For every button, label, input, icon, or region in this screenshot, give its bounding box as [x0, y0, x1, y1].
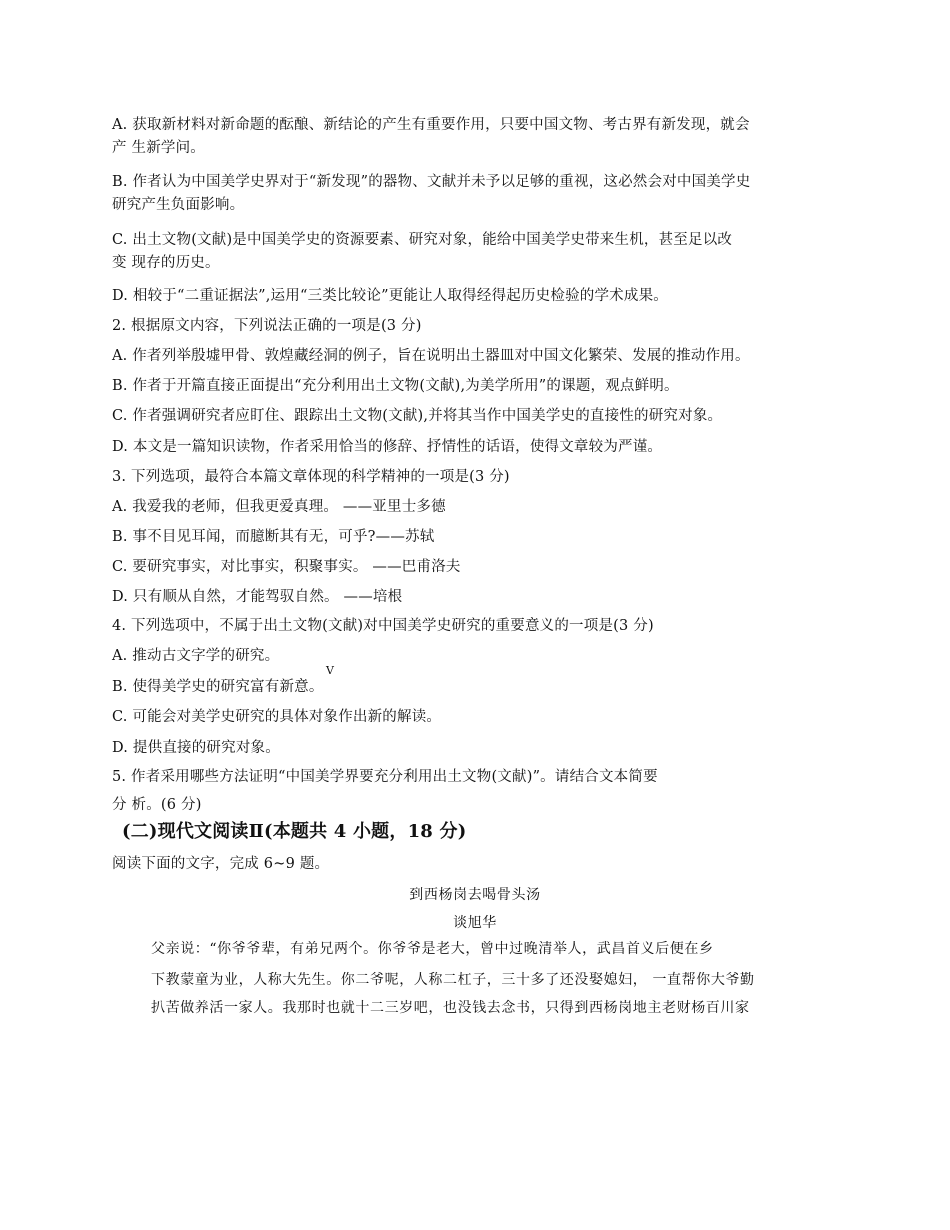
q3-option-d: D. 只有顺从自然，才能驾驭自然。 ——培根 — [112, 589, 403, 605]
q2-option-c: C. 作者强调研究者应盯住、跟踪出土文物(文献),并将其当作中国美学史的直接性的研究对象。 — [112, 408, 723, 424]
q3-option-b: B. 事不目见耳闻，而臆断其有无，可乎?——苏轼 — [112, 529, 435, 545]
q4-check-mark: V — [326, 664, 334, 677]
story-line-3: 扒苦做养活一家人。我那时也就十二三岁吧，也没钱去念书，只得到西杨岗地主老财杨百川家 — [151, 1000, 750, 1016]
q2-option-b: B. 作者于开篇直接正面提出“充分利用出土文物(文献),为美学所用”的课题，观点鲜明。 — [112, 378, 679, 394]
q2-stem: 2. 根据原文内容，下列说法正确的一项是(3 分) — [112, 318, 422, 334]
section-instruction: 阅读下面的文字，完成 6~9 题。 — [112, 856, 330, 872]
q1-option-c-line2: 变 现存的历史。 — [112, 255, 220, 271]
story-line-1: 父亲说：“你爷爷辈，有弟兄两个。你爷爷是老大，曾中过晚清举人，武昌首义后便在乡 — [151, 941, 714, 957]
story-title: 到西杨岗去喝骨头汤 — [409, 887, 541, 903]
section-heading: (二)现代文阅读Ⅱ(本题共 4 小题，18 分) — [122, 821, 467, 842]
q2-option-d: D. 本文是一篇知识读物，作者采用恰当的修辞、抒情性的话语，使得文章较为严谨。 — [112, 439, 663, 455]
q5-line1: 5. 作者采用哪些方法证明“中国美学界要充分利用出土文物(文献)”。请结合文本简要 — [112, 769, 658, 785]
q4-option-a: A. 推动古文字学的研究。 — [112, 648, 280, 664]
story-line-2: 下教蒙童为业，人称大先生。你二爷呢，人称二杠子，三十多了还没娶媳妇， 一直帮你大爷勤 — [151, 972, 755, 988]
q1-option-c-line1: C. 出土文物(文献)是中国美学史的资源要素、研究对象，能给中国美学史带来生机，甚至足以改 — [112, 232, 733, 248]
q4-option-d: D. 提供直接的研究对象。 — [112, 740, 280, 756]
story-author: 谈旭华 — [453, 915, 497, 931]
q1-option-b-line1: B. 作者认为中国美学史界对于“新发现”的器物、文献并未予以足够的重视，这必然会对中国美学史 — [112, 174, 751, 190]
q3-option-c: C. 要研究事实，对比事实，积聚事实。 ——巴甫洛夫 — [112, 559, 461, 575]
q3-option-a: A. 我爱我的老师，但我更爱真理。 ——亚里士多德 — [112, 499, 446, 515]
q5-line2: 分 析。(6 分) — [112, 797, 202, 813]
q1-option-a-line2: 产 生新学问。 — [112, 140, 206, 156]
q1-option-a-line1: A. 获取新材料对新命题的酝酿、新结论的产生有重要作用，只要中国文物、考古界有新发现，就会 — [112, 117, 750, 133]
q4-stem: 4. 下列选项中，不属于出土文物(文献)对中国美学史研究的重要意义的一项是(3 分) — [112, 618, 654, 634]
q3-stem: 3. 下列选项，最符合本篇文章体现的科学精神的一项是(3 分) — [112, 469, 510, 485]
q4-option-c: C. 可能会对美学史研究的具体对象作出新的解读。 — [112, 709, 442, 725]
q4-option-b: B. 使得美学史的研究富有新意。 — [112, 679, 324, 695]
q1-option-d: D. 相较于“二重证据法”,运用“三类比较论”更能让人取得经得起历史检验的学术成果。 — [112, 288, 668, 304]
q1-option-b-line2: 研究产生负面影响。 — [112, 197, 245, 213]
q2-option-a: A. 作者列举殷墟甲骨、敦煌藏经洞的例子，旨在说明出土器皿对中国文化繁荣、发展的推动作用。 — [112, 348, 750, 364]
